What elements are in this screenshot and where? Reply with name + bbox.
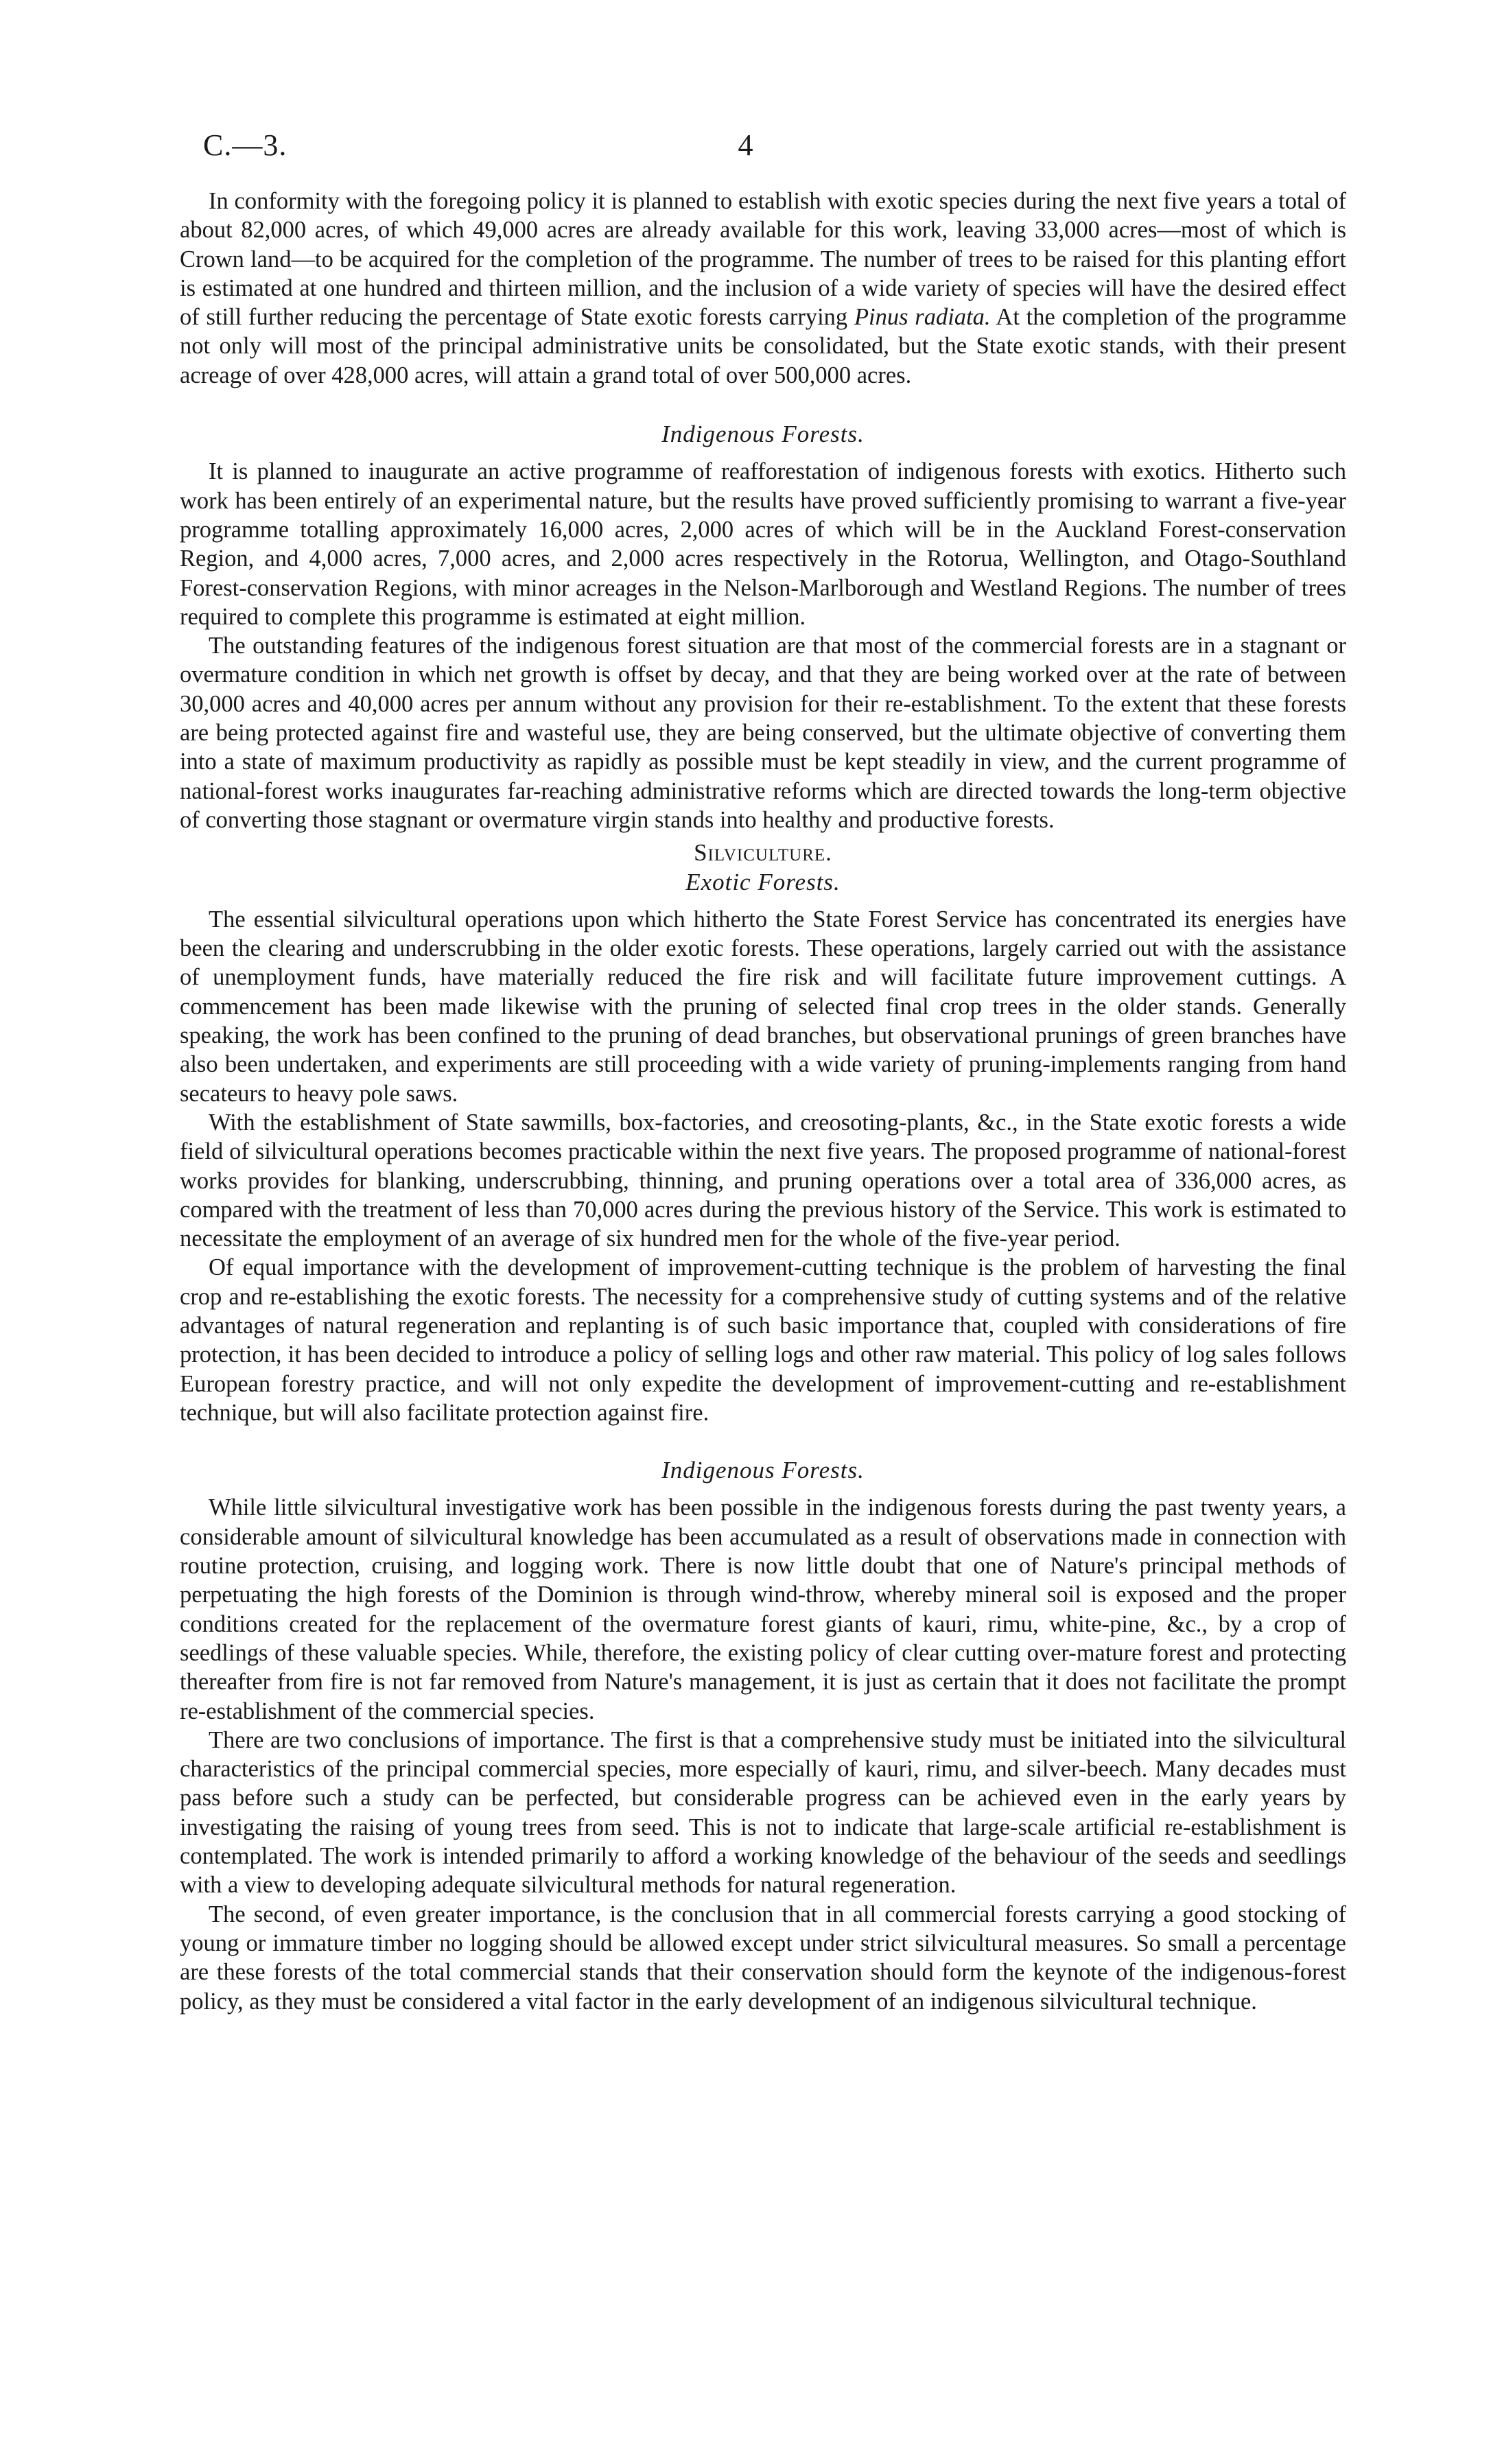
paragraph-intro <box>180 187 1346 390</box>
section-heading-silviculture: Silviculture. <box>694 839 832 867</box>
paragraph-text: In conformity with the foregoing policy it is planned to establish with exotic species during the next five years a total of about 82,000 acres, of which 49,000 acres are already available for this work, leaving 33,000 acres—most of which is Crown land—to be acquired for the completion of the programme. The number of trees to be raised for this planting effort is estimated at one hundred and thirteen million, and the inclusion of a wide variety of species will have the desired effect of still further reducing the percentage of State exotic forests carrying <box>180 188 1346 331</box>
paragraph-text-end: At the completion of the programme not only will most of the principal administrative units be consolidated, but the State exotic stands, with their present acreage of over 428,000 acres, will attain a grand total of over 500,000 acres. <box>180 304 1347 388</box>
species-name-italic: Pinus radiata. <box>854 304 991 331</box>
paragraph-exotic-3: Of equal importance with the development of improvement-cutting technique is the problem of harvesting the final crop and re-establishing the exotic forests. The necessity for a comprehensive study of cutting systems and of the relative advantages of natural regeneration and replanting is of such basic importance that, coupled with considerations of fire protection, it has been decided to introduce a policy of selling logs and other raw material. This policy of log sales follows European forestry practice, and will not only expedite the development of improvement-cutting and re-establishment technique, but will also facilitate protection against fire. <box>180 1254 1346 1426</box>
paragraph-indigenous2-2: There are two conclusions of importance. The first is that a comprehensive study must be initiated into the silvicultural characteristics of the principal commercial species, more especially of kauri, rimu, and silver-beech. Many decades must pass before such a study can be perfected, but considerable progress can be achieved even in the early years by investigating the raising of young trees from seed. This is not to indicate that large-scale artificial re-establishment is contemplated. The work is intended primarily to afford a working knowledge of the behaviour of the seeds and seedlings with a view to developing adequate silvicultural methods for natural regeneration. <box>180 1726 1346 1899</box>
document-reference: C.—3. <box>203 128 287 162</box>
document-body <box>180 187 1346 2016</box>
section-heading-indigenous-forests-2: Indigenous Forests. <box>661 1457 865 1484</box>
page-header <box>203 128 1288 169</box>
page-number: 4 <box>738 128 753 162</box>
paragraph-indigenous2-3: The second, of even greater importance, is the conclusion that in all commercial forests carrying a good stocking of young or immature timber no logging should be allowed except under strict silvicultural measures. So small a percentage are these forests of the total commercial stands that their conservation should form the keynote of the indigenous-forest policy, as they must be considered a vital factor in the early development of an indigenous silvicultural technique. <box>180 1901 1346 2015</box>
section-heading-indigenous-forests: Indigenous Forests. <box>661 421 865 448</box>
paragraph-exotic-1: The essential silvicultural operations upon which hitherto the State Forest Service has concentrated its energies have been the clearing and underscrubbing in the older exotic forests. These operations, largely carried out with the assistance of unemployment funds, have materially reduced the fire risk and will facilitate future improvement cuttings. A commencement has been made likewise with the pruning of selected final crop trees in the older stands. Generally speaking, the work has been confined to the pruning of dead branches, but observational prunings of green branches have also been undertaken, and experiments are still proceeding with a wide variety of pruning-implements ranging from hand secateurs to heavy pole saws. <box>180 906 1346 1107</box>
paragraph-indigenous-2: The outstanding features of the indigenous forest situation are that most of the commercial forests are in a stagnant or overmature condition in which net growth is offset by decay, and that they are being worked over at the rate of between 30,000 acres and 40,000 acres per annum without any provision for their re-establishment. To the extent that these forests are being protected against fire and wasteful use, they are being conserved, but the ultimate objective of converting them into a state of maximum productivity as rapidly as possible must be kept steadily in view, and the current programme of national-forest works inaugurates far-reaching administrative reforms which are directed towards the long-term objective of converting those stagnant or overmature virgin stands into healthy and productive forests. <box>180 633 1346 833</box>
paragraph-exotic-2: With the establishment of State sawmills, box-factories, and creosoting-plants, &c., in the State exotic forests a wide field of silvicultural operations becomes practicable within the next five years. The proposed programme of national-forest works provides for blanking, underscrubbing, thinning, and pruning operations over a total area of 336,000 acres, as compared with the treatment of less than 70,000 acres during the previous history of the Service. This work is estimated to necessitate the employment of an average of six hundred men for the whole of the five-year period. <box>180 1109 1346 1252</box>
paragraph-indigenous2-1: While little silvicultural investigative work has been possible in the indigenous forests during the past twenty years, a considerable amount of silvicultural knowledge has been accumulated as a result of observations made in connection with routine protection, cruising, and logging work. There is now little doubt that one of Nature's principal methods of perpetuating the high forests of the Dominion is through wind-throw, whereby mineral soil is exposed and the proper conditions created for the replacement of the overmature forest giants of kauri, rimu, white-pine, &c., by a crop of seedlings of these valuable species. While, therefore, the existing policy of clear cutting over-mature forest and protecting thereafter from fire is not far removed from Nature's management, it is just as certain that it does not facilitate the prompt re-establishment of the commercial species. <box>180 1494 1346 1724</box>
paragraph-indigenous-1: It is planned to inaugurate an active programme of reafforestation of indigenous forests with exotics. Hitherto such work has been entirely of an experimental nature, but the results have proved sufficiently promising to warrant a five-year programme totalling approximately 16,000 acres, 2,000 acres of which will be in the Auckland Forest-conservation Region, and 4,000 acres, 7,000 acres, and 2,000 acres respectively in the Rotorua, Wellington, and Otago-Southland Forest-conservation Regions, with minor acreages in the Nelson-Marlborough and Westland Regions. The number of trees required to complete this programme is estimated at eight million. <box>180 458 1346 630</box>
section-heading-exotic-forests: Exotic Forests. <box>685 868 841 895</box>
